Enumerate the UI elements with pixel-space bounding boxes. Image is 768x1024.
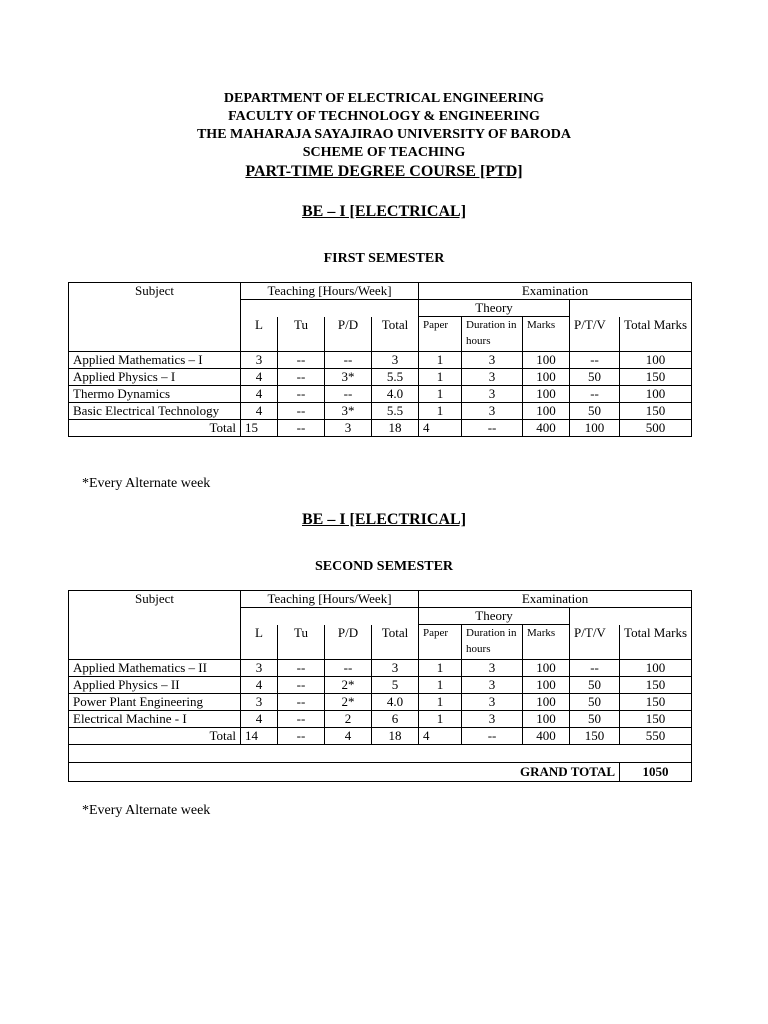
total-marks-cell: 150 [620, 369, 692, 386]
pd-cell: 2* [325, 677, 372, 694]
paper-cell: 1 [419, 694, 462, 711]
total-tu-cell: -- [278, 728, 325, 745]
subject-cell: Applied Physics – I [69, 369, 241, 386]
duration-cell: 3 [462, 369, 523, 386]
scheme-title: SCHEME OF TEACHING [302, 145, 466, 160]
exam-spacer [570, 608, 692, 625]
marks-cell: 100 [523, 694, 570, 711]
table-row [69, 369, 692, 386]
total-cell: 3 [372, 660, 419, 677]
l-cell: 4 [241, 677, 278, 694]
total-label: Total [69, 728, 241, 745]
total-total-cell: 18 [372, 728, 419, 745]
exam-spacer [570, 300, 692, 317]
paper-cell: 1 [419, 403, 462, 420]
total-ptv-cell: 150 [570, 728, 620, 745]
tu-header: Tu [278, 317, 325, 352]
sem2-class-title: BE – I [ELECTRICAL] [301, 511, 467, 528]
marks-header: Marks [523, 625, 570, 660]
subject-header: Subject [69, 283, 241, 352]
sem1-footnote: *Every Alternate week [82, 476, 211, 491]
pd-cell: -- [325, 386, 372, 403]
paper-header: Paper [419, 317, 462, 352]
teaching-spacer [241, 300, 419, 317]
examination-header: Examination [419, 283, 692, 300]
paper-cell: 1 [419, 660, 462, 677]
pd-cell: 3* [325, 369, 372, 386]
total-header: Total [372, 317, 419, 352]
ptv-cell: 50 [570, 403, 620, 420]
l-header: L [241, 317, 278, 352]
department-name: DEPARTMENT OF ELECTRICAL ENGINEERING [223, 91, 545, 106]
course-title: PART-TIME DEGREE COURSE [PTD] [245, 163, 523, 180]
marks-header: Marks [523, 317, 570, 352]
duration-cell: 3 [462, 403, 523, 420]
table-row [69, 694, 692, 711]
faculty-name: FACULTY OF TECHNOLOGY & ENGINEERING [228, 109, 540, 124]
pd-header: P/D [325, 317, 372, 352]
total-l-cell: 15 [241, 420, 278, 437]
paper-cell: 1 [419, 369, 462, 386]
total-cell: 5.5 [372, 403, 419, 420]
pd-cell: 2 [325, 711, 372, 728]
tu-cell: -- [278, 352, 325, 369]
theory-header: Theory [419, 300, 570, 317]
table-row [69, 677, 692, 694]
l-cell: 3 [241, 660, 278, 677]
sem1-class-title: BE – I [ELECTRICAL] [301, 203, 467, 220]
tu-cell: -- [278, 711, 325, 728]
total-row [69, 420, 692, 437]
examination-header: Examination [419, 591, 692, 608]
total-marks-cell: 150 [620, 677, 692, 694]
total-tu-cell: -- [278, 420, 325, 437]
tu-cell: -- [278, 386, 325, 403]
sem1-table [68, 282, 692, 437]
total-marks-cell: 100 [620, 386, 692, 403]
ptv-cell: -- [570, 386, 620, 403]
table-row [69, 660, 692, 677]
pd-cell: -- [325, 660, 372, 677]
ptv-cell: 50 [570, 711, 620, 728]
teaching-header: Teaching [Hours/Week] [241, 283, 419, 300]
marks-cell: 100 [523, 403, 570, 420]
ptv-cell: 50 [570, 694, 620, 711]
duration-cell: 3 [462, 711, 523, 728]
total-total-marks-cell: 500 [620, 420, 692, 437]
total-marks-cell: 150 [620, 694, 692, 711]
total-pd-cell: 4 [325, 728, 372, 745]
total-pd-cell: 3 [325, 420, 372, 437]
total-marks-cell: 150 [620, 711, 692, 728]
tu-header: Tu [278, 625, 325, 660]
subject-header: Subject [69, 591, 241, 660]
marks-cell: 100 [523, 369, 570, 386]
table-row [69, 386, 692, 403]
pd-cell: 3* [325, 403, 372, 420]
total-label: Total [69, 420, 241, 437]
grand-total-value: 1050 [620, 763, 692, 782]
marks-cell: 100 [523, 660, 570, 677]
duration-header: Duration in hours [462, 625, 523, 660]
total-cell: 5.5 [372, 369, 419, 386]
duration-cell: 3 [462, 694, 523, 711]
ptv-cell: 50 [570, 677, 620, 694]
total-marks-cell: 150 [620, 403, 692, 420]
total-marks-header: Total Marks [620, 317, 692, 352]
paper-header: Paper [419, 625, 462, 660]
total-duration-cell: -- [462, 420, 523, 437]
total-marks-cell: 400 [523, 420, 570, 437]
total-total-marks-cell: 550 [620, 728, 692, 745]
blank-row [69, 745, 692, 763]
l-cell: 4 [241, 386, 278, 403]
subject-cell: Thermo Dynamics [69, 386, 241, 403]
total-cell: 4.0 [372, 386, 419, 403]
tu-cell: -- [278, 660, 325, 677]
total-header: Total [372, 625, 419, 660]
duration-cell: 3 [462, 352, 523, 369]
subject-cell: Applied Mathematics – II [69, 660, 241, 677]
duration-header: Duration in hours [462, 317, 523, 352]
total-paper-cell: 4 [419, 420, 462, 437]
tu-cell: -- [278, 369, 325, 386]
sem2-semester-title: SECOND SEMESTER [314, 559, 454, 574]
total-marks-cell: 400 [523, 728, 570, 745]
pd-cell: -- [325, 352, 372, 369]
university-name: THE MAHARAJA SAYAJIRAO UNIVERSITY OF BARODA [196, 127, 572, 142]
total-marks-cell: 100 [620, 352, 692, 369]
grand-total-label: GRAND TOTAL [69, 763, 620, 782]
tu-cell: -- [278, 677, 325, 694]
total-row [69, 728, 692, 745]
teaching-header: Teaching [Hours/Week] [241, 591, 419, 608]
paper-cell: 1 [419, 386, 462, 403]
sem2-table [68, 590, 692, 782]
l-header: L [241, 625, 278, 660]
ptv-header: P/T/V [570, 625, 620, 660]
subject-cell: Applied Physics – II [69, 677, 241, 694]
tu-cell: -- [278, 403, 325, 420]
sem1-semester-title: FIRST SEMESTER [323, 251, 445, 266]
total-duration-cell: -- [462, 728, 523, 745]
tu-cell: -- [278, 694, 325, 711]
total-paper-cell: 4 [419, 728, 462, 745]
total-marks-cell: 100 [620, 660, 692, 677]
pd-cell: 2* [325, 694, 372, 711]
theory-header: Theory [419, 608, 570, 625]
ptv-header: P/T/V [570, 317, 620, 352]
paper-cell: 1 [419, 711, 462, 728]
ptv-cell: -- [570, 660, 620, 677]
total-total-cell: 18 [372, 420, 419, 437]
total-marks-header: Total Marks [620, 625, 692, 660]
duration-cell: 3 [462, 386, 523, 403]
total-ptv-cell: 100 [570, 420, 620, 437]
total-cell: 5 [372, 677, 419, 694]
paper-cell: 1 [419, 677, 462, 694]
l-cell: 4 [241, 369, 278, 386]
total-cell: 3 [372, 352, 419, 369]
teaching-spacer [241, 608, 419, 625]
table-row [69, 711, 692, 728]
total-l-cell: 14 [241, 728, 278, 745]
duration-cell: 3 [462, 660, 523, 677]
subject-cell: Electrical Machine - I [69, 711, 241, 728]
marks-cell: 100 [523, 677, 570, 694]
marks-cell: 100 [523, 386, 570, 403]
marks-cell: 100 [523, 352, 570, 369]
total-cell: 4.0 [372, 694, 419, 711]
l-cell: 3 [241, 352, 278, 369]
ptv-cell: 50 [570, 369, 620, 386]
table-row [69, 352, 692, 369]
l-cell: 4 [241, 403, 278, 420]
pd-header: P/D [325, 625, 372, 660]
ptv-cell: -- [570, 352, 620, 369]
subject-cell: Basic Electrical Technology [69, 403, 241, 420]
duration-cell: 3 [462, 677, 523, 694]
l-cell: 3 [241, 694, 278, 711]
l-cell: 4 [241, 711, 278, 728]
table-row [69, 403, 692, 420]
sem2-footnote: *Every Alternate week [82, 803, 211, 818]
paper-cell: 1 [419, 352, 462, 369]
marks-cell: 100 [523, 711, 570, 728]
subject-cell: Power Plant Engineering [69, 694, 241, 711]
subject-cell: Applied Mathematics – I [69, 352, 241, 369]
total-cell: 6 [372, 711, 419, 728]
